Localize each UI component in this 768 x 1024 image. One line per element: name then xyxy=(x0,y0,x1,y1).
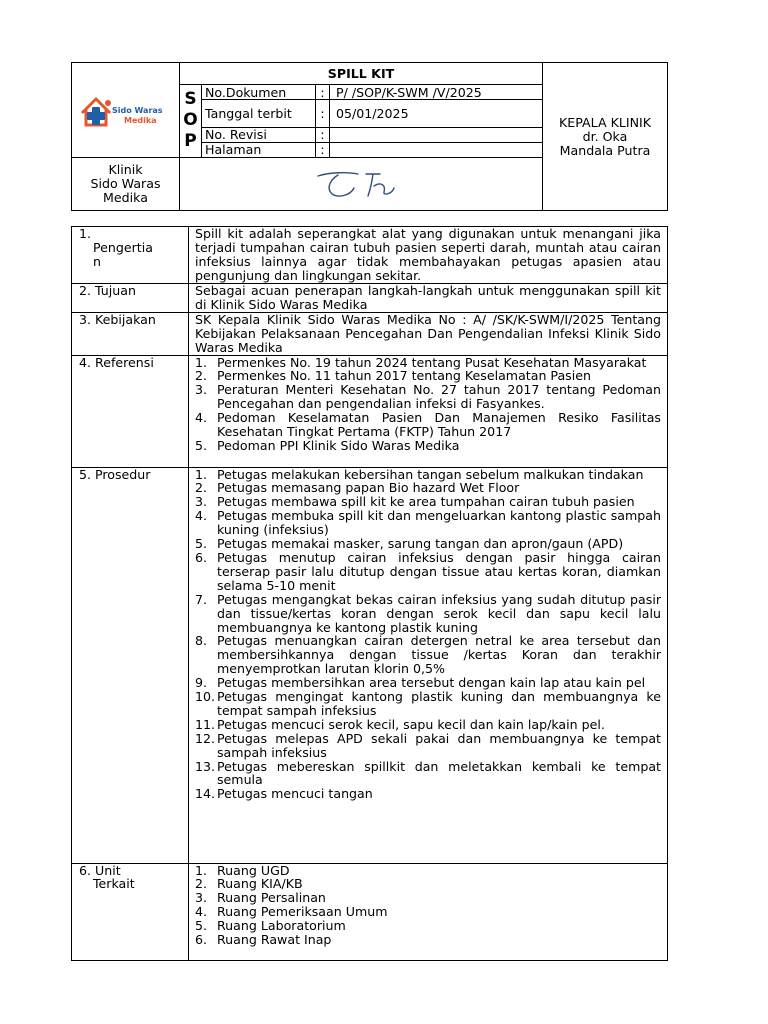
list-item: 10. Petugas mengingat kantong plastik kuning dan membuangnya ke tempat sampah infeksius xyxy=(195,689,661,718)
list-item: 9. Petugas membersihkan area tersebut dengan kain lap atau kain pel xyxy=(195,675,646,691)
row-prosedur xyxy=(72,467,668,863)
clinic-name-line: Klinik xyxy=(108,162,143,177)
head-name-line: dr. Oka xyxy=(582,128,628,144)
clinic-name-line: Sido Waras xyxy=(90,176,161,191)
list-item: 2. Ruang KIA/KB xyxy=(195,876,303,892)
list-item: 13. Petugas mebereskan spillkit dan meletakkan kembali ke tempat semula xyxy=(195,758,661,788)
list-item: 14. Petugas mencuci tangan xyxy=(195,786,373,802)
list-item: 4. Petugas membuka spill kit dan mengeluarkan kantong plastic sampah kuning (infeksius) xyxy=(195,508,661,538)
meta-row-no-revisi xyxy=(202,127,542,143)
meta-value xyxy=(330,142,542,157)
sop-header xyxy=(71,62,668,211)
meta-row-tanggal-terbit xyxy=(202,99,542,128)
head-title: KEPALA KLINIK xyxy=(559,114,651,130)
row-kebijakan xyxy=(72,312,668,355)
meta-colon: : xyxy=(316,127,330,142)
prosedur-label: 5. Prosedur xyxy=(72,467,189,863)
meta-row-no-dokumen xyxy=(202,85,542,100)
sop-content-table xyxy=(71,226,668,961)
tujuan-label: 2. Tujuan xyxy=(72,284,189,313)
list-item: 5. Petugas memakai masker, sarung tangan dan apron/gaun (APD) xyxy=(195,536,624,552)
meta-colon: : xyxy=(316,142,330,157)
referensi-label: 4. Referensi xyxy=(72,355,189,467)
referensi-list xyxy=(195,356,661,453)
row-unit-terkait xyxy=(72,863,668,960)
unit-terkait-label: 6. Unit Terkait xyxy=(79,862,135,892)
sop-letter: P xyxy=(184,131,197,151)
list-item: 3. Peraturan Menteri Kesehatan No. 27 tahun 2017 tentang Pedoman Pencegahan dan pengendalian infeksi di Fasyankes. xyxy=(195,382,661,412)
kebijakan-text: SK Kepala Klinik Sido Waras Medika No : A/ /SK/K-SWM/I/2025 Tentang Kebijakan Pelaksanaan Pencegahan Dan Pengendalian Infeksi Klinik Sido Waras Medika xyxy=(189,312,668,355)
unit-terkait-list xyxy=(195,864,661,947)
clinic-logo xyxy=(72,63,180,157)
clinic-name-line: Medika xyxy=(103,190,148,205)
list-item: 3. Petugas membawa spill kit ke area tumpahan cairan tubuh pasien xyxy=(195,494,635,510)
sop-letter: S xyxy=(184,89,197,109)
list-item: 8. Petugas menuangkan cairan detergen netral ke area tersebut dan membersihkannya dengan tissue /kertas Koran dan terakhir menyemprotkan larutan klorin 0,5% xyxy=(195,633,661,677)
row-label: 1. Pengertia n xyxy=(72,227,189,284)
meta-label: No.Dokumen xyxy=(202,85,316,99)
meta-label: Halaman xyxy=(202,142,316,157)
signature-cell xyxy=(180,157,542,210)
kebijakan-label: 3. Kebijakan xyxy=(72,312,189,355)
meta-value: 05/01/2025 xyxy=(336,105,409,121)
list-item: 3. Ruang Persalinan xyxy=(195,890,326,906)
sop-vertical-label xyxy=(180,85,202,157)
prosedur-list xyxy=(195,468,661,802)
list-item: 12. Petugas melepas APD sekali pakai dan membuangnya ke tempat sampah infeksius xyxy=(195,730,661,760)
list-item: 2. Permenkes No. 11 tahun 2017 tentang Keselamatan Pasien xyxy=(195,368,591,384)
row-tujuan xyxy=(72,284,668,313)
list-item: 1. Ruang UGD xyxy=(195,862,290,878)
meta-value: P/ /SOP/K-SWM /V/2025 xyxy=(336,84,482,100)
sop-letter: O xyxy=(183,110,198,130)
signature-image xyxy=(180,158,542,211)
list-item: 5. Pedoman PPI Klinik Sido Waras Medika xyxy=(195,437,460,453)
pengertian-text: Spill kit adalah seperangkat alat yang digunakan untuk menangani jika terjadi tumpahan cairan tubuh pasien seperti darah, muntah atau cairan infeksius lainnya agar tidak membahayakan petugas apasien atau pengunjung dan lingkungan sekitar. xyxy=(189,227,668,284)
meta-value xyxy=(330,127,542,142)
list-item: 2. Petugas memasang papan Bio hazard Wet Floor xyxy=(195,480,520,496)
clinic-name-cell xyxy=(72,157,180,210)
list-item: 4. Ruang Pemeriksaan Umum xyxy=(195,904,388,920)
tujuan-text: Sebagai acuan penerapan langkah-langkah untuk menggunakan spill kit di Klinik Sido Waras Medika xyxy=(189,284,668,313)
logo-cell xyxy=(72,63,180,157)
meta-colon: : xyxy=(316,99,330,127)
list-item: 11. Petugas mencuci serok kecil, sapu kecil dan kain lap/kain pel. xyxy=(195,716,605,732)
document-title: SPILL KIT xyxy=(180,63,542,85)
list-item: 1. Permenkes No. 19 tahun 2024 tentang Pusat Kesehatan Masyarakat xyxy=(195,354,647,370)
list-item: 1. Petugas melakukan kebersihan tangan sebelum malkukan tindakan xyxy=(195,466,644,482)
list-item: 4. Pedoman Keselamatan Pasien Dan Manajemen Resiko Fasilitas Kesehatan Tingkat Pertama (FKTP) Tahun 2017 xyxy=(195,410,661,440)
list-item: 5. Ruang Laboratorium xyxy=(195,918,346,934)
meta-row-halaman xyxy=(202,142,542,157)
meta-label: Tanggal terbit xyxy=(202,99,316,127)
pengertian-label: Pengertia n xyxy=(93,239,153,269)
meta-label: No. Revisi xyxy=(202,127,316,142)
list-item: 6. Ruang Rawat Inap xyxy=(195,932,332,948)
list-item: 7. Petugas mengangkat bekas cairan infeksius yang sudah ditutup pasir dan tissue/kertas koran dengan serok kecil dan sapu kecil lalu membuangnya ke kantong plastik kuning xyxy=(195,591,661,635)
logo-text-line2: Medika xyxy=(124,116,157,125)
row-pengertian xyxy=(72,227,668,284)
clinic-head-cell xyxy=(542,63,667,210)
row-referensi xyxy=(72,355,668,467)
logo-text-line1: Sido Waras xyxy=(112,106,163,115)
meta-colon: : xyxy=(316,85,330,99)
list-item: 6. Petugas menutup cairan infeksius dengan pasir hingga cairan terserap pasir lalu ditutup dengan tissue atau kertas koran, diamkan selama 5-10 menit xyxy=(195,549,661,593)
head-name-line: Mandala Putra xyxy=(559,142,651,158)
